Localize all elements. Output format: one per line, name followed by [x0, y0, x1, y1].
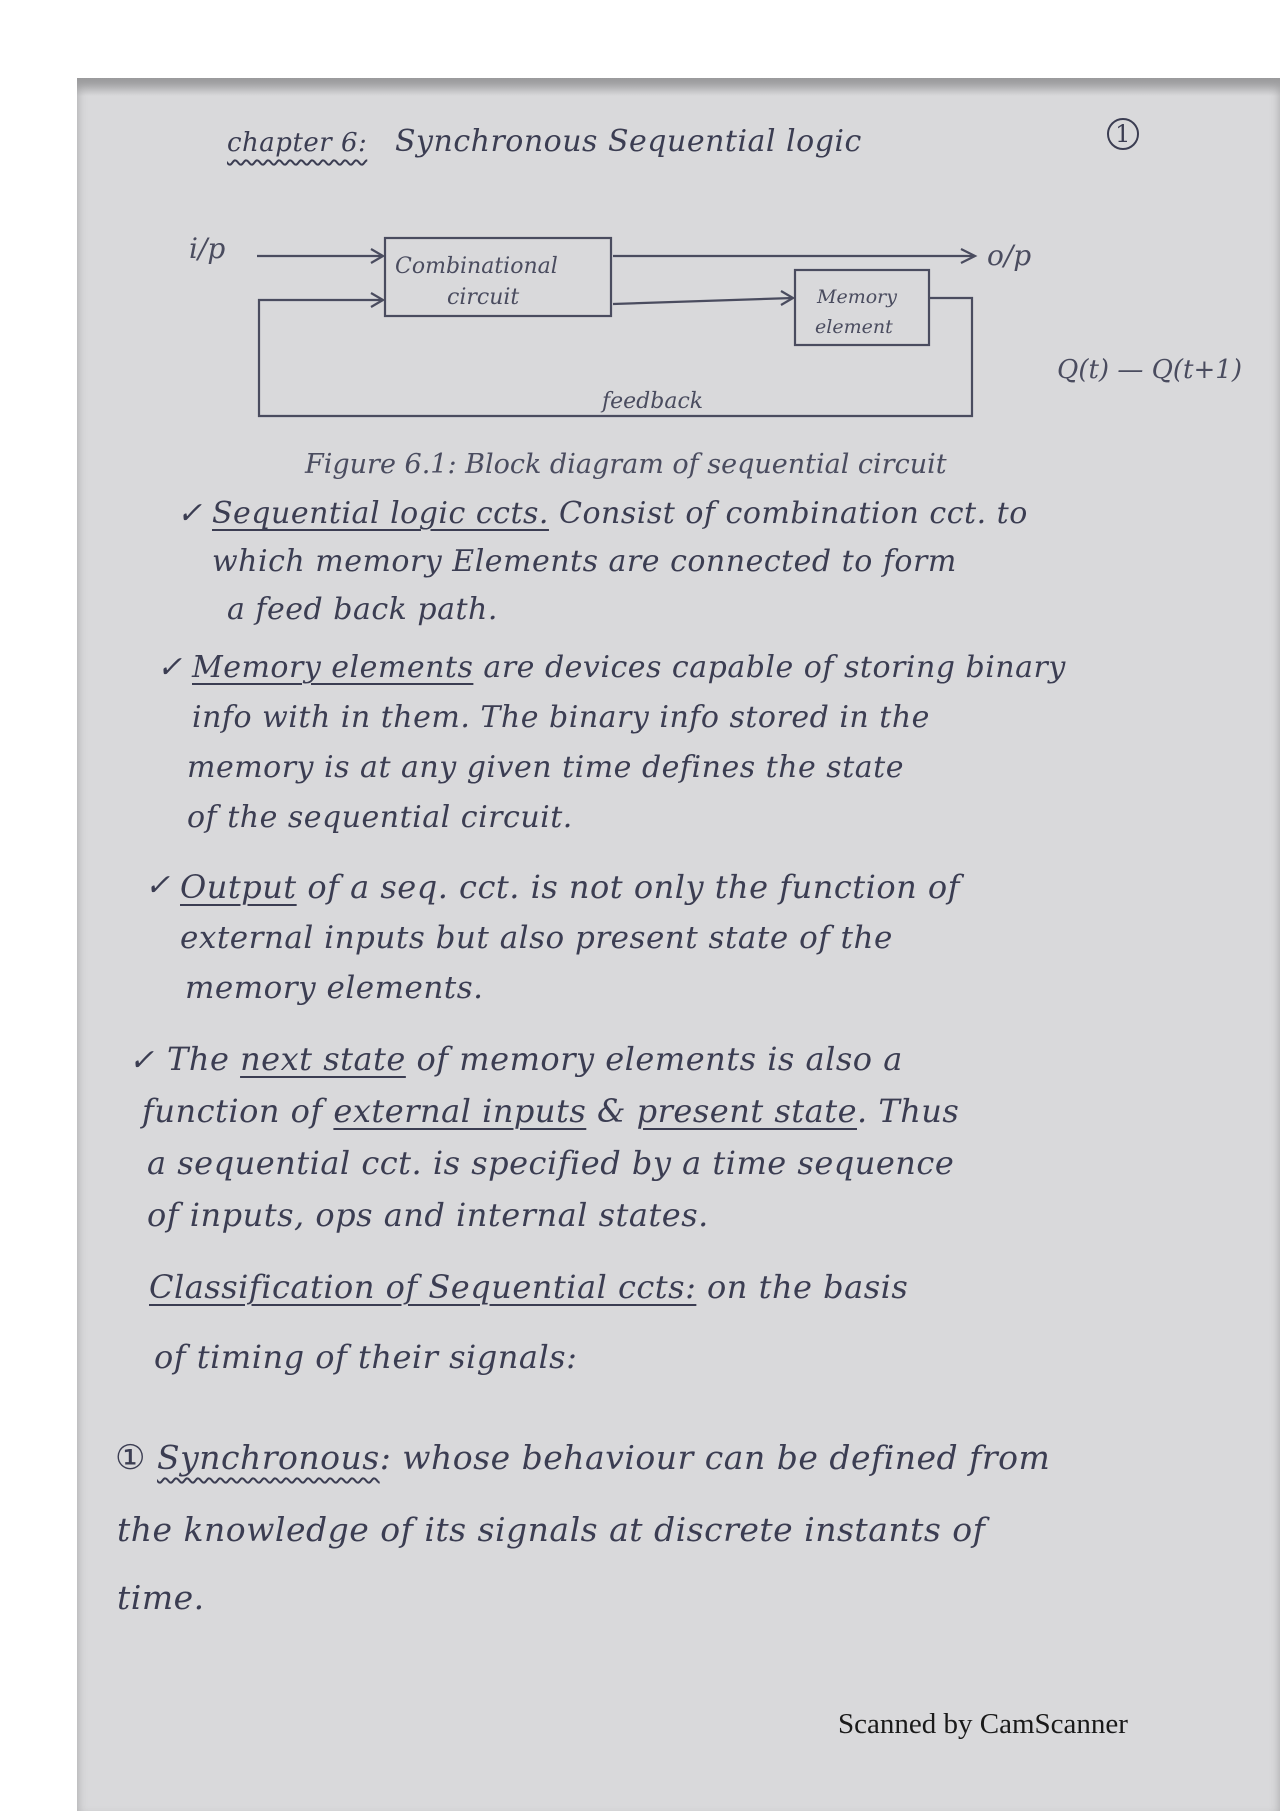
- block-diagram: [77, 78, 1280, 518]
- bullet-line: [212, 496, 1028, 531]
- term-output: Output: [180, 868, 297, 906]
- term-present-state: present state: [636, 1092, 857, 1130]
- chapter-title: Synchronous Sequential logic: [395, 124, 862, 159]
- scanner-watermark: Scanned by CamScanner: [838, 1708, 1128, 1740]
- bullet-line: of the sequential circuit.: [187, 800, 573, 835]
- term-memory-elements: Memory elements: [192, 650, 474, 685]
- bullet-text: are devices capable of storing binary: [473, 650, 1066, 685]
- term-synchronous: Synchronous: [157, 1438, 380, 1477]
- bullet-line: of inputs, ops and internal states.: [147, 1196, 709, 1234]
- bullet-line: function of external inputs & present state. Thus: [142, 1092, 960, 1130]
- bullet-line: [192, 650, 1066, 685]
- scanned-page: [77, 78, 1280, 1811]
- chapter-prefix: chapter 6:: [227, 128, 368, 158]
- bullet-line: a sequential cct. is specified by a time sequence: [147, 1144, 955, 1182]
- state-side-note: Q(t) — Q(t+1): [1057, 355, 1242, 385]
- bullet-check-icon: ✓: [177, 496, 203, 531]
- classification-line: of timing of their signals:: [154, 1338, 578, 1376]
- combinational-label-2: circuit: [447, 285, 520, 310]
- bullet-text: Consist of combination cct. to: [548, 496, 1028, 531]
- page-number: 1: [1107, 118, 1139, 150]
- bullet-check-icon: ✓: [129, 1043, 155, 1078]
- term-external-inputs: external inputs: [333, 1092, 587, 1130]
- bullet-line: a feed back path.: [227, 592, 498, 627]
- definition-line: Synchronous: whose behaviour can be defined from: [157, 1438, 1051, 1477]
- combinational-label-1: Combinational: [395, 254, 558, 279]
- bullet-line: memory elements.: [185, 970, 484, 1006]
- definition-line: the knowledge of its signals at discrete instants of: [117, 1510, 986, 1549]
- term-next-state: next state: [240, 1040, 406, 1078]
- comb-to-memory-arrow: [613, 298, 793, 304]
- bullet-line: memory is at any given time defines the state: [187, 750, 904, 785]
- classification-heading: Classification of Sequential ccts: on the basis: [149, 1268, 909, 1306]
- memory-label-2: element: [815, 316, 893, 338]
- bullet-check-icon: ✓: [145, 868, 171, 903]
- output-label: o/p: [987, 239, 1032, 272]
- bullet-line: which memory Elements are connected to form: [212, 544, 957, 579]
- feedback-label: feedback: [602, 389, 704, 414]
- input-label: i/p: [189, 232, 226, 265]
- definition-line: time.: [117, 1578, 205, 1617]
- classification-title: Classification of Sequential ccts:: [149, 1268, 697, 1306]
- bullet-line: external inputs but also present state of the: [180, 920, 893, 956]
- figure-caption: Figure 6.1: Block diagram of sequential circuit: [305, 449, 947, 480]
- memory-label-1: Memory: [817, 286, 897, 308]
- item-number: ①: [115, 1438, 146, 1478]
- bullet-line: The next state of memory elements is also a: [167, 1040, 903, 1078]
- bullet-line: info with in them. The binary info stored in the: [192, 700, 930, 735]
- term-sequential-logic: Sequential logic ccts.: [212, 496, 549, 531]
- bullet-text: of a seq. cct. is not only the function of: [296, 868, 960, 906]
- bullet-check-icon: ✓: [157, 650, 183, 685]
- bullet-line: [180, 868, 960, 906]
